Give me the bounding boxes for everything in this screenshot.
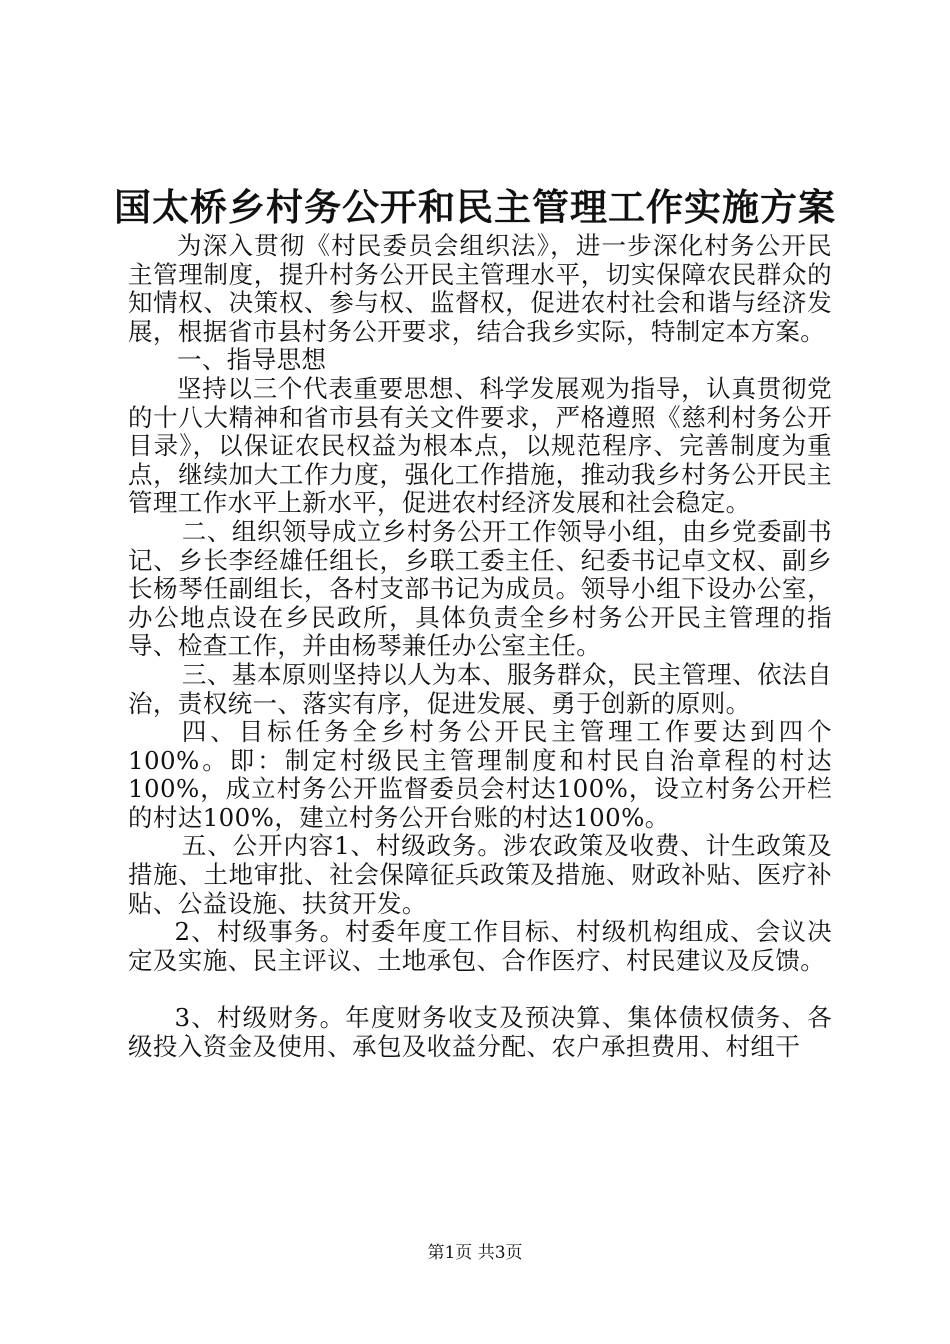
paragraph-public-content: 五、公开内容1、村级政务。涉农政策及收费、计生政策及措施、土地审批、社会保障征兵政策及措施、财政补贴、医疗补贴、公益设施、扶贫开发。: [128, 831, 832, 918]
paragraph-principles: 三、基本原则坚持以人为本、服务群众，民主管理、依法自治，责权统一、落实有序，促进发展、勇于创新的原则。: [128, 659, 832, 718]
paragraph-goals: 四、目标任务全乡村务公开民主管理工作要达到四个100%。即：制定村级民主管理制度和村民自治章程的村达100%，成立村务公开监督委员会村达100%，设立村务公开栏的村达100%，建立村务公开台账的村达100%。: [128, 717, 832, 832]
section-heading-guiding-thought: 一、指导思想: [177, 345, 327, 375]
paragraph-village-affairs: 2、村级事务。村委年度工作目标、村级机构组成、会议决定及实施、民主评议、土地承包、合作医疗、村民建议及反馈。: [128, 917, 832, 975]
document-title: 国太桥乡村务公开和民主管理工作实施方案: [114, 185, 836, 229]
document-body: [128, 232, 832, 1061]
paragraph-intro: 为深入贯彻《村民委员会组织法》，进一步深化村务公开民主管理制度，提升村务公开民主管理水平，切实保障农民群众的知情权、决策权、参与权、监督权，促进农村社会和谐与经济发展，根据省市县村务公开要求，结合我乡实际，特制定本方案。: [128, 231, 832, 346]
paragraph-village-finance: 3、村级财务。年度财务收支及预决算、集体债权债务、各级投入资金及使用、承包及收益分配、农户承担费用、村组干: [128, 1003, 832, 1061]
page-footer: 第1页 共3页: [427, 1243, 523, 1263]
paragraph-organization: 二、组织领导成立乡村务公开工作领导小组，由乡党委副书记、乡长李经雄任组长，乡联工委主任、纪委书记卓文权、副乡长杨琴任副组长，各村支部书记为成员。领导小组下设办公室，办公地点设在乡民政所，具体负责全乡村务公开民主管理的指导、检查工作，并由杨琴兼任办公室主任。: [128, 516, 832, 661]
paragraph-gap: [128, 975, 832, 1004]
paragraph-guiding-thought: 坚持以三个代表重要思想、科学发展观为指导，认真贯彻党的十八大精神和省市县有关文件要求，严格遵照《慈利村务公开目录》，以保证农民权益为根本点，以规范程序、完善制度为重点，继续加大工作力度，强化工作措施，推动我乡村务公开民主管理工作水平上新水平，促进农村经济发展和社会稳定。: [128, 373, 832, 518]
